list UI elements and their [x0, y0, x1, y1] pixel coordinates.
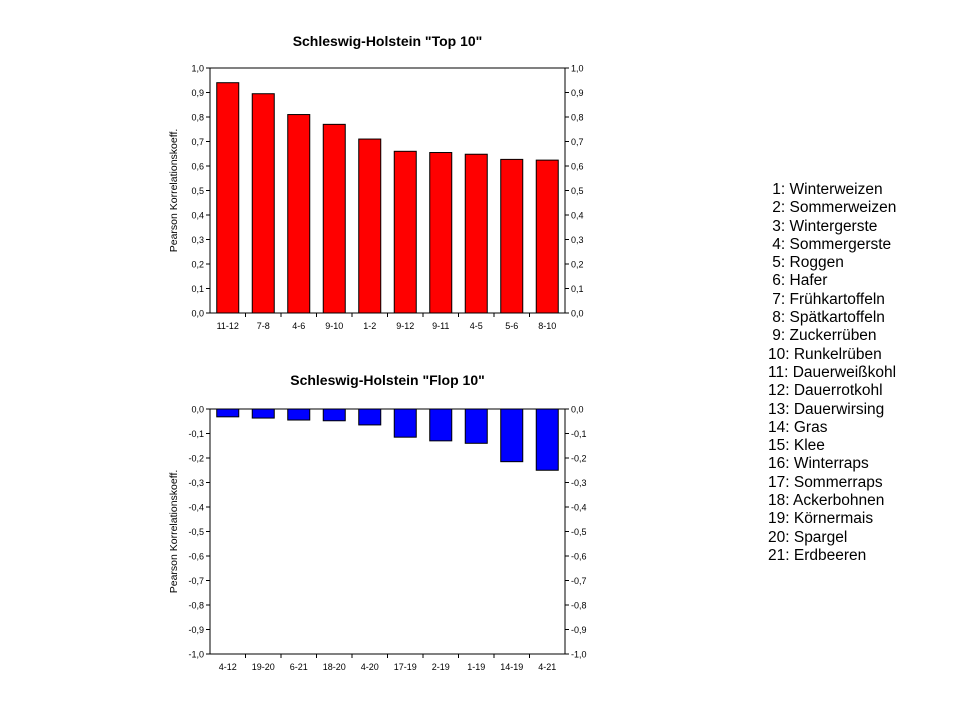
bottom-x-tick-label: 19-20 [251, 662, 275, 672]
legend-item: 17: Sommerraps [768, 473, 883, 491]
top-y-tick-label-right: 0,9 [571, 88, 584, 98]
bottom-x-tick-label: 6-21 [289, 662, 308, 672]
legend-item: 3: Wintergerste [768, 217, 878, 235]
top-y-tick-label-right: 0,4 [571, 210, 584, 221]
legend-item: 12: Dauerrotkohl [768, 382, 883, 400]
top-y-tick-label-right: 0,3 [571, 235, 584, 245]
legend-item: 20: Spargel [768, 528, 848, 546]
bottom-y-tick-label-right: -0,8 [571, 600, 587, 611]
legend-item: 4: Sommergerste [768, 235, 892, 253]
bottom-y-tick-label-right: -0,7 [571, 576, 587, 586]
bottom-bar-17-19 [394, 409, 416, 437]
bottom-bar-6-21 [288, 409, 310, 420]
top-x-tick-label: 5-6 [505, 321, 519, 331]
top-bar-7-8 [252, 94, 274, 313]
legend-item: 13: Dauerwirsing [768, 400, 885, 418]
bottom-x-tick-label: 4-12 [218, 662, 237, 672]
top-y-tick-label-left: 0,0 [191, 308, 204, 319]
bottom-y-tick-label-left: -0,7 [188, 576, 204, 586]
top-x-tick-label: 9-11 [432, 321, 450, 331]
legend-item: 1: Winterweizen [768, 181, 883, 198]
bottom-y-tick-label-left: -0,2 [188, 453, 204, 464]
bottom-y-tick-label-left: -0,1 [188, 429, 204, 439]
top-bar-5-6 [501, 159, 523, 313]
top-y-tick-label-left: 0,9 [191, 88, 204, 98]
chart-bottom [0, 345, 600, 680]
bottom-y-tick-label-right: 0,0 [571, 404, 584, 415]
chart-top [0, 0, 600, 345]
bottom-y-tick-label-left: -1,0 [188, 649, 204, 660]
bottom-x-tick-label: 4-21 [538, 662, 557, 672]
bottom-y-axis-label: Pearson Korrelationskoeff. [168, 469, 180, 594]
bottom-x-tick-label: 1-19 [467, 662, 486, 672]
legend-item: 21: Erdbeeren [768, 546, 867, 564]
crop-legend [768, 181, 896, 565]
legend-item: 16: Winterraps [768, 455, 869, 473]
legend-item: 8: Spätkartoffeln [768, 309, 885, 327]
top-x-tick-label: 4-5 [469, 321, 483, 331]
top-y-tick-label-left: 0,3 [191, 235, 204, 245]
top-y-tick-label-left: 0,1 [191, 284, 204, 294]
top-y-tick-label-right: 0,0 [571, 308, 584, 319]
top-y-tick-label-right: 0,6 [571, 161, 584, 172]
legend-item: 11: Dauerweißkohl [768, 363, 897, 381]
top-y-tick-label-left: 0,5 [191, 186, 204, 196]
legend-item: 5: Roggen [768, 254, 844, 272]
bottom-x-tick-label: 14-19 [500, 662, 524, 672]
top-x-tick-label: 1-2 [363, 321, 377, 331]
bottom-bar-18-20 [323, 409, 345, 421]
top-bar-9-11 [430, 153, 452, 313]
bottom-y-tick-label-left: -0,3 [188, 478, 204, 488]
bottom-y-tick-label-right: -0,4 [571, 502, 587, 513]
bottom-y-tick-label-left: -0,9 [188, 625, 204, 635]
bottom-y-tick-label-right: -0,3 [571, 478, 587, 488]
top-y-tick-label-right: 1,0 [571, 63, 584, 74]
chart-bottom-svg [0, 345, 600, 680]
bottom-y-tick-label-left: -0,6 [188, 551, 204, 562]
bottom-chart-title: Schleswig-Holstein "Flop 10" [290, 372, 485, 388]
bottom-x-tick-label: 2-19 [431, 662, 450, 672]
legend-item: 9: Zuckerrüben [768, 327, 877, 345]
bottom-x-tick-label: 18-20 [322, 662, 346, 672]
bottom-y-tick-label-right: -0,9 [571, 625, 587, 635]
top-bar-9-12 [394, 151, 416, 313]
bottom-bar-2-19 [430, 409, 452, 441]
top-bar-8-10 [536, 160, 558, 313]
bottom-y-tick-label-left: -0,4 [188, 502, 204, 513]
top-y-tick-label-right: 0,2 [571, 259, 584, 270]
top-y-tick-label-right: 0,1 [571, 284, 584, 294]
top-y-tick-label-left: 0,6 [191, 161, 204, 172]
top-bar-11-12 [217, 83, 239, 313]
bottom-bar-4-21 [536, 409, 558, 470]
legend-item: 6: Hafer [768, 272, 828, 290]
top-y-tick-label-right: 0,7 [571, 137, 584, 147]
top-bar-9-10 [323, 124, 345, 313]
bottom-y-tick-label-left: -0,5 [188, 527, 204, 537]
legend-item: 2: Sommerweizen [768, 199, 897, 217]
top-y-tick-label-right: 0,5 [571, 186, 584, 196]
top-y-tick-label-left: 0,7 [191, 137, 204, 147]
top-y-tick-label-left: 0,8 [191, 112, 204, 123]
top-y-tick-label-left: 0,4 [191, 210, 204, 221]
bottom-y-tick-label-right: -0,2 [571, 453, 587, 464]
bottom-bar-4-20 [359, 409, 381, 425]
top-x-tick-label: 4-6 [292, 321, 306, 331]
top-x-tick-label: 9-10 [325, 321, 344, 331]
top-x-tick-label: 7-8 [256, 321, 270, 331]
top-x-tick-label: 11-12 [216, 321, 239, 331]
legend-item: 15: Klee [768, 437, 825, 455]
top-bar-4-6 [288, 115, 310, 313]
top-y-tick-label-left: 1,0 [191, 63, 204, 74]
bottom-y-tick-label-right: -1,0 [571, 649, 587, 660]
bottom-y-tick-label-right: -0,5 [571, 527, 587, 537]
top-bar-4-5 [465, 154, 487, 313]
bottom-x-tick-label: 4-20 [360, 662, 379, 672]
bottom-y-tick-label-right: -0,1 [571, 429, 587, 439]
bottom-bar-4-12 [217, 409, 239, 417]
top-x-tick-label: 8-10 [538, 321, 557, 331]
top-x-tick-label: 9-12 [396, 321, 415, 331]
legend-item: 18: Ackerbohnen [768, 492, 885, 510]
legend-item: 10: Runkelrüben [768, 345, 882, 363]
top-bar-1-2 [359, 139, 381, 313]
bottom-y-tick-label-left: 0,0 [191, 404, 204, 415]
legend-item: 7: Frühkartoffeln [768, 290, 885, 308]
chart-top-svg [0, 0, 600, 345]
bottom-bar-1-19 [465, 409, 487, 443]
top-y-tick-label-right: 0,8 [571, 112, 584, 123]
bottom-y-tick-label-right: -0,6 [571, 551, 587, 562]
bottom-y-tick-label-left: -0,8 [188, 600, 204, 611]
top-chart-title: Schleswig-Holstein "Top 10" [292, 33, 483, 49]
top-y-axis-label: Pearson Korrelationskoeff. [168, 128, 180, 253]
top-y-tick-label-left: 0,2 [191, 259, 204, 270]
bottom-bar-19-20 [252, 409, 274, 418]
legend-item: 14: Gras [768, 418, 828, 436]
bottom-bar-14-19 [501, 409, 523, 462]
legend-item: 19: Körnermais [768, 510, 874, 528]
bottom-x-tick-label: 17-19 [393, 662, 417, 672]
